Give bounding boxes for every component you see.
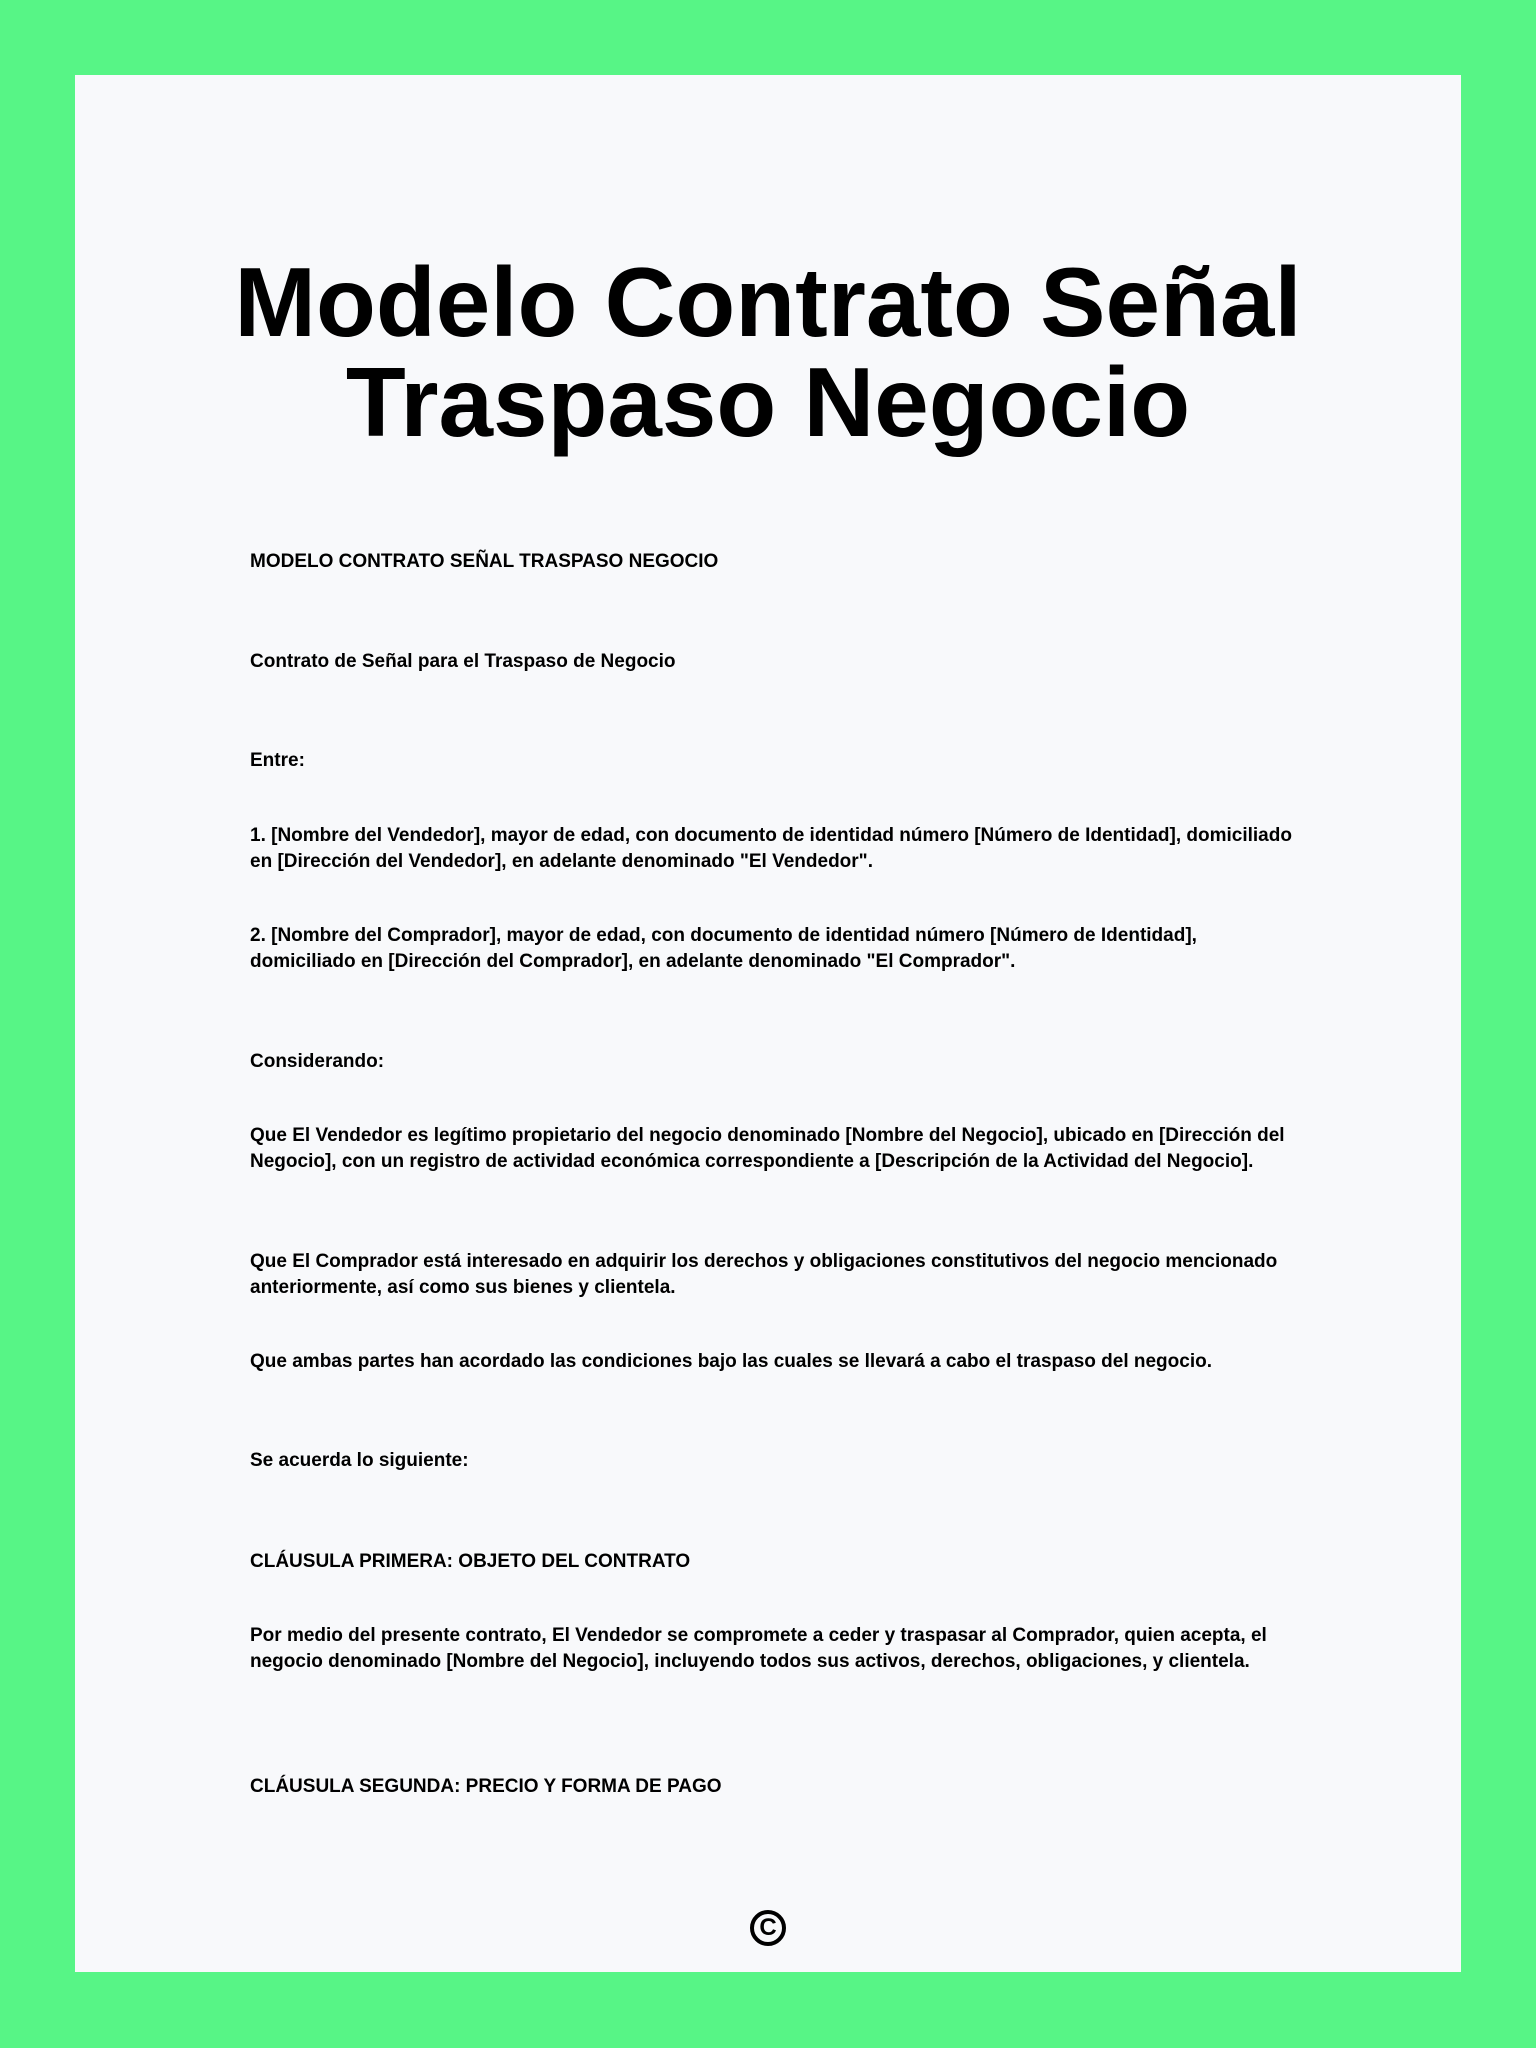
recital-3: Que ambas partes han acordado las condiciones bajo las cuales se llevará a cabo el traspaso del negocio. (250, 1351, 1212, 1372)
heading-main: MODELO CONTRATO SEÑAL TRASPASO NEGOCIO (250, 551, 719, 572)
recital-1: Que El Vendedor es legítimo propietario del negocio denominado [Nombre del Negocio], ubicado en [Dirección del Negocio], con un registro de actividad económica correspondiente a [Descripción de la Actividad del Negocio]. (250, 1125, 1285, 1172)
document-title (0, 247, 1536, 457)
parties-label: Entre: (250, 750, 305, 771)
party-buyer: 2. [Nombre del Comprador], mayor de edad, con documento de identidad número [Número de Identidad], domiciliado en [Dirección del Comprador], en adelante denominado "El Comprador". (250, 925, 1197, 972)
clause-1-text: Por medio del presente contrato, El Vendedor se compromete a ceder y traspasar al Comprador, quien acepta, el negocio denominado [Nombre del Negocio], incluyendo todos sus activos, derechos, obligaciones, y clientela. (250, 1625, 1267, 1672)
recital-2: Que El Comprador está interesado en adquirir los derechos y obligaciones constitutivos del negocio mencionado anteriormente, así como sus bienes y clientela. (250, 1251, 1278, 1298)
title-line-2: Traspaso Negocio (345, 347, 1191, 457)
agreement-label: Se acuerda lo siguiente: (250, 1450, 469, 1471)
considering-label: Considerando: (250, 1051, 385, 1072)
title-line-1: Modelo Contrato Señal (234, 247, 1302, 357)
clause-1-heading: CLÁUSULA PRIMERA: OBJETO DEL CONTRATO (250, 1551, 691, 1572)
copyright-icon: C (750, 1910, 786, 1946)
subtitle: Contrato de Señal para el Traspaso de Negocio (250, 651, 676, 672)
clause-2-heading: CLÁUSULA SEGUNDA: PRECIO Y FORMA DE PAGO (250, 1776, 722, 1797)
party-seller: 1. [Nombre del Vendedor], mayor de edad, con documento de identidad número [Número de Identidad], domiciliado en [Dirección del Vendedor], en adelante denominado "El Vendedor". (250, 825, 1292, 872)
